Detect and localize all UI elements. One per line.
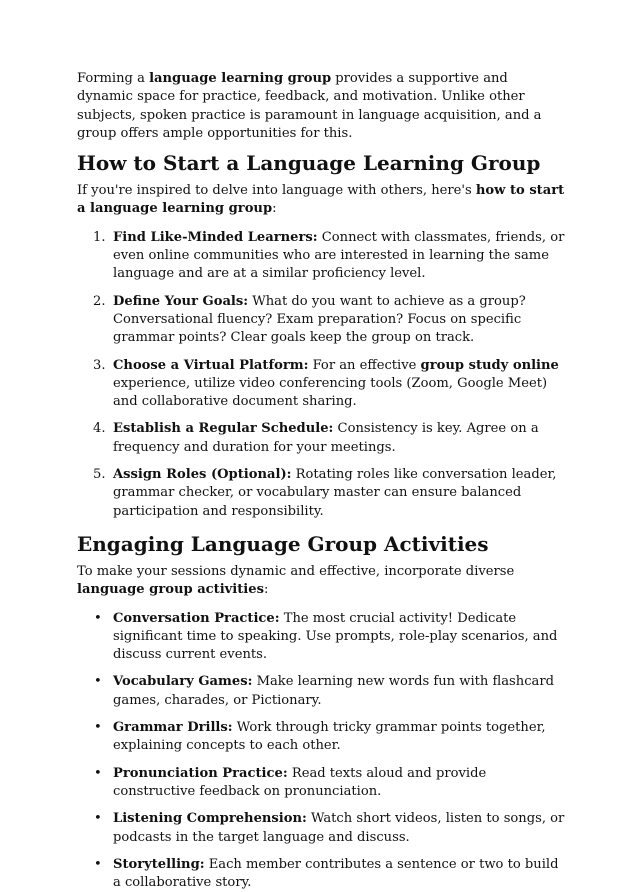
step-bold-phrase: group study online [420,357,559,373]
steps-list [77,229,567,521]
activity-title: Conversation Practice: [113,610,280,626]
intro-text-cont: provides a supportive and dynamic space for practice, feedback, and motivation. Unlike other subjects, spoken practice is paramount in language acquisition, and a group offers ample opportunities for this. [77,71,542,141]
activity-text: Make learning new words fun with flashcard games, charades, or Pictionary. [113,674,554,708]
section2-lead-bold: language group activities [77,582,264,598]
section2-lead [77,563,567,600]
activity-title: Vocabulary Games: [113,674,253,690]
bullet-icon: • [94,856,102,872]
step-item [77,229,567,284]
activity-text: Work through tricky grammar points together, explaining concepts to each other. [113,720,546,754]
section-heading-activities: Engaging Language Group Activities [77,531,489,556]
step-text: Rotating roles like conversation leader, grammar checker, or vocabulary master can ensure balanced participation and responsibility. [113,467,557,519]
bullet-icon: • [94,811,102,827]
bullet-icon: • [94,720,102,736]
step-text: What do you want to achieve as a group? Conversational fluency? Exam preparation? Focus on specific grammar points? Clear goals keep the group on track. [113,293,526,346]
section2-lead-text: To make your sessions dynamic and effective, incorporate diverse [77,563,515,579]
activity-text: The most crucial activity! Dedicate significant time to speaking. Use prompts, role-play scenarios, and discuss current events. [113,610,558,663]
activity-title: Storytelling: [113,856,205,872]
activity-title: Listening Comprehension: [113,811,307,827]
bullet-icon: • [94,610,102,626]
section1-lead-bold: how to start a language learning group [77,183,565,217]
step-number: 5. [93,467,106,483]
step-number: 1. [93,229,106,245]
step-text: Consistency is key. Agree on a frequency and duration for your meetings. [113,421,539,455]
activity-item [77,719,567,756]
document-page [77,70,567,892]
step-title: Define Your Goals: [113,293,249,309]
activity-item [77,765,567,802]
step-number: 4. [93,421,106,437]
activity-item [77,810,567,847]
section-heading-start-group: How to Start a Language Learning Group [77,151,541,176]
section2-lead-colon: : [264,582,269,598]
bullet-icon: • [94,765,102,781]
step-number: 2. [93,293,106,309]
activity-text: Read texts aloud and provide constructive feedback on pronunciation. [113,765,487,799]
activity-item [77,610,567,665]
step-item [77,420,567,457]
activity-text: Each member contributes a sentence or two to build a collaborative story. [113,856,559,891]
step-text: For an effective [308,357,421,373]
activities-list [77,610,567,892]
bullet-icon: • [94,674,102,690]
activity-title: Grammar Drills: [113,720,233,736]
step-title: Find Like-Minded Learners: [113,229,318,245]
activity-text: Watch short videos, listen to songs, or podcasts in the target language and discuss. [113,811,565,845]
intro-bold-phrase: language learning group [149,71,332,86]
activity-item [77,673,567,710]
step-item [77,466,567,521]
intro-paragraph [77,70,567,143]
activity-item [77,856,567,892]
step-title: Choose a Virtual Platform: [113,357,309,373]
section1-lead [77,182,567,219]
intro-text: Forming a [77,71,150,86]
step-title: Assign Roles (Optional): [113,467,292,483]
step-item [77,293,567,348]
step-text: Connect with classmates, friends, or even online communities who are interested in learning the same language and are at a similar proficiency level. [113,229,565,282]
step-item [77,357,567,412]
step-text-cont: experience, utilize video conferencing tools (Zoom, Google Meet) and collaborative document sharing. [113,375,548,410]
step-number: 3. [93,357,106,373]
step-title: Establish a Regular Schedule: [113,421,334,437]
activity-title: Pronunciation Practice: [113,765,288,781]
section1-lead-text: If you're inspired to delve into language with others, here's [77,183,476,199]
section1-lead-colon: : [272,201,277,217]
